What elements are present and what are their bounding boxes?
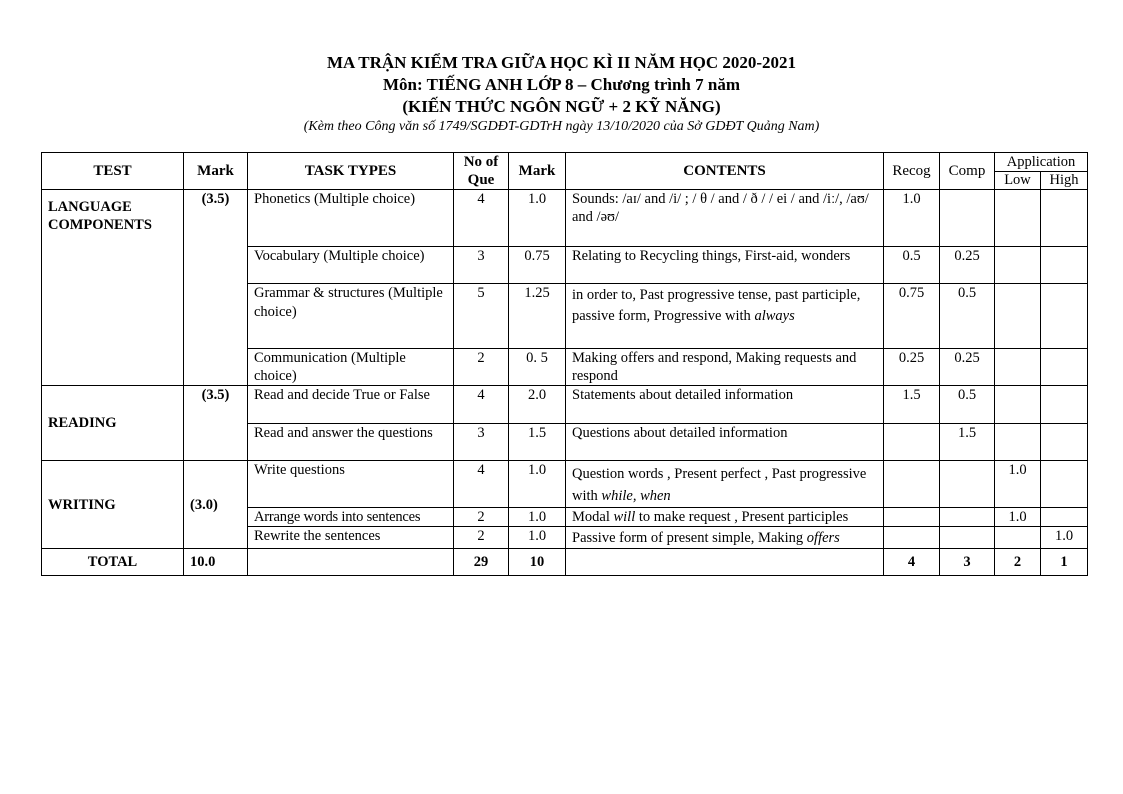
row-mark: 0.75: [509, 247, 566, 284]
task-type: Grammar & structures (Multiple choice): [248, 284, 454, 349]
recog-value: 0.25: [884, 349, 940, 386]
recog-value: 0.5: [884, 247, 940, 284]
low-value: [995, 386, 1041, 424]
task-type: Write questions: [248, 461, 454, 508]
total-recog: 4: [884, 549, 940, 576]
que-count: 2: [454, 349, 509, 386]
high-value: [1041, 284, 1088, 349]
contents: [566, 508, 884, 527]
row-mark: 1.0: [509, 508, 566, 527]
total-empty-contents: [566, 549, 884, 576]
contents-text: Modal: [572, 509, 614, 525]
high-value: [1041, 386, 1088, 424]
high-value: [1041, 461, 1088, 508]
low-value: [995, 349, 1041, 386]
total-que: 29: [454, 549, 509, 576]
header-contents: CONTENTS: [566, 153, 884, 190]
que-count: 3: [454, 247, 509, 284]
recog-value: 1.5: [884, 386, 940, 424]
high-value: [1041, 508, 1088, 527]
section-language: LANGUAGE COMPONENTS: [42, 190, 184, 386]
title-line-3: (KIẾN THỨC NGÔN NGỮ + 2 KỸ NĂNG): [402, 97, 721, 116]
low-value: 1.0: [995, 461, 1041, 508]
comp-value: 0.5: [940, 284, 995, 349]
comp-value: [940, 527, 995, 549]
exam-matrix-table: [41, 152, 1088, 576]
recog-value: 0.75: [884, 284, 940, 349]
que-count: 4: [454, 190, 509, 247]
contents-italic: will: [613, 509, 636, 525]
table-row: [42, 386, 1088, 424]
header-high: High: [1041, 172, 1088, 190]
comp-value: [940, 461, 995, 508]
title-line-2: Môn: TIẾNG ANH LỚP 8 – Chương trình 7 năm: [383, 75, 740, 94]
recog-value: [884, 508, 940, 527]
total-mark-2: 10: [509, 549, 566, 576]
contents-italic: while, when: [601, 488, 671, 504]
contents: Questions about detailed information: [566, 424, 884, 461]
high-value: 1.0: [1041, 527, 1088, 549]
row-mark: 1.0: [509, 190, 566, 247]
high-value: [1041, 247, 1088, 284]
row-mark: 2.0: [509, 386, 566, 424]
total-empty-task: [248, 549, 454, 576]
comp-value: 0.25: [940, 247, 995, 284]
contents-text: in order to, Past progressive tense, past participle, passive form, Progressive with: [572, 287, 861, 324]
contents: Statements about detailed information: [566, 386, 884, 424]
header-recog: Recog: [884, 153, 940, 190]
task-type: Read and decide True or False: [248, 386, 454, 424]
total-comp: 3: [940, 549, 995, 576]
low-value: [995, 424, 1041, 461]
high-value: [1041, 424, 1088, 461]
total-low: 2: [995, 549, 1041, 576]
contents: [566, 284, 884, 349]
row-mark: 1.5: [509, 424, 566, 461]
section-writing: WRITING: [42, 461, 184, 549]
section-reading: READING: [42, 386, 184, 461]
total-row: [42, 549, 1088, 576]
low-value: 1.0: [995, 508, 1041, 527]
row-mark: 0. 5: [509, 349, 566, 386]
header-mark: Mark: [184, 153, 248, 190]
que-count: 3: [454, 424, 509, 461]
header-mark-2: Mark: [509, 153, 566, 190]
high-value: [1041, 190, 1088, 247]
task-type: Rewrite the sentences: [248, 527, 454, 549]
recog-value: [884, 424, 940, 461]
section-reading-mark: (3.5): [184, 386, 248, 461]
recog-value: [884, 461, 940, 508]
comp-value: [940, 508, 995, 527]
que-count: 2: [454, 527, 509, 549]
contents: Making offers and respond, Making requests and respond: [566, 349, 884, 386]
total-mark: 10.0: [184, 549, 248, 576]
low-value: [995, 527, 1041, 549]
low-value: [995, 284, 1041, 349]
title-line-1: MA TRẬN KIỂM TRA GIỮA HỌC KÌ II NĂM HỌC 2020-2021: [326, 53, 797, 72]
section-language-mark: (3.5): [184, 190, 248, 386]
contents-text: to make request , Present participles: [635, 509, 849, 525]
row-mark: 1.0: [509, 527, 566, 549]
header-no-of-que: No of Que: [454, 153, 509, 190]
comp-value: 0.25: [940, 349, 995, 386]
task-type: Vocabulary (Multiple choice): [248, 247, 454, 284]
header-application: Application: [995, 153, 1088, 172]
document-header: [0, 52, 1123, 136]
comp-value: 1.5: [940, 424, 995, 461]
task-type: Phonetics (Multiple choice): [248, 190, 454, 247]
section-writing-mark: (3.0): [184, 461, 248, 549]
task-type: Read and answer the questions: [248, 424, 454, 461]
total-label: TOTAL: [42, 549, 184, 576]
contents-text: Question words , Present perfect , Past progressive with: [572, 466, 867, 504]
comp-value: 0.5: [940, 386, 995, 424]
row-mark: 1.25: [509, 284, 566, 349]
task-type: Arrange words into sentences: [248, 508, 454, 527]
header-task-types: TASK TYPES: [248, 153, 454, 190]
que-count: 2: [454, 508, 509, 527]
reference-note: (Kèm theo Công văn số 1749/SGDĐT-GDTrH ngày 13/10/2020 của Sở GDĐT Quảng Nam): [303, 119, 820, 134]
comp-value: [940, 190, 995, 247]
contents-text: Passive form of present simple, Making: [572, 530, 807, 546]
que-count: 4: [454, 461, 509, 508]
header-comp: Comp: [940, 153, 995, 190]
recog-value: [884, 527, 940, 549]
contents: [566, 461, 884, 508]
que-count: 5: [454, 284, 509, 349]
contents: [566, 527, 884, 549]
contents-italic: offers: [806, 530, 840, 546]
high-value: [1041, 349, 1088, 386]
contents-italic: always: [754, 308, 795, 324]
que-count: 4: [454, 386, 509, 424]
low-value: [995, 247, 1041, 284]
task-type: Communication (Multiple choice): [248, 349, 454, 386]
header-test: TEST: [42, 153, 184, 190]
recog-value: 1.0: [884, 190, 940, 247]
header-low: Low: [995, 172, 1041, 190]
contents: Sounds: /aɪ/ and /i/ ; / θ / and / ð / / ei / and /iː/, /aʊ/ and /əʊ/: [566, 190, 884, 247]
table-row: [42, 190, 1088, 247]
table-row: [42, 461, 1088, 508]
row-mark: 1.0: [509, 461, 566, 508]
total-high: 1: [1041, 549, 1088, 576]
contents: Relating to Recycling things, First-aid, wonders: [566, 247, 884, 284]
low-value: [995, 190, 1041, 247]
